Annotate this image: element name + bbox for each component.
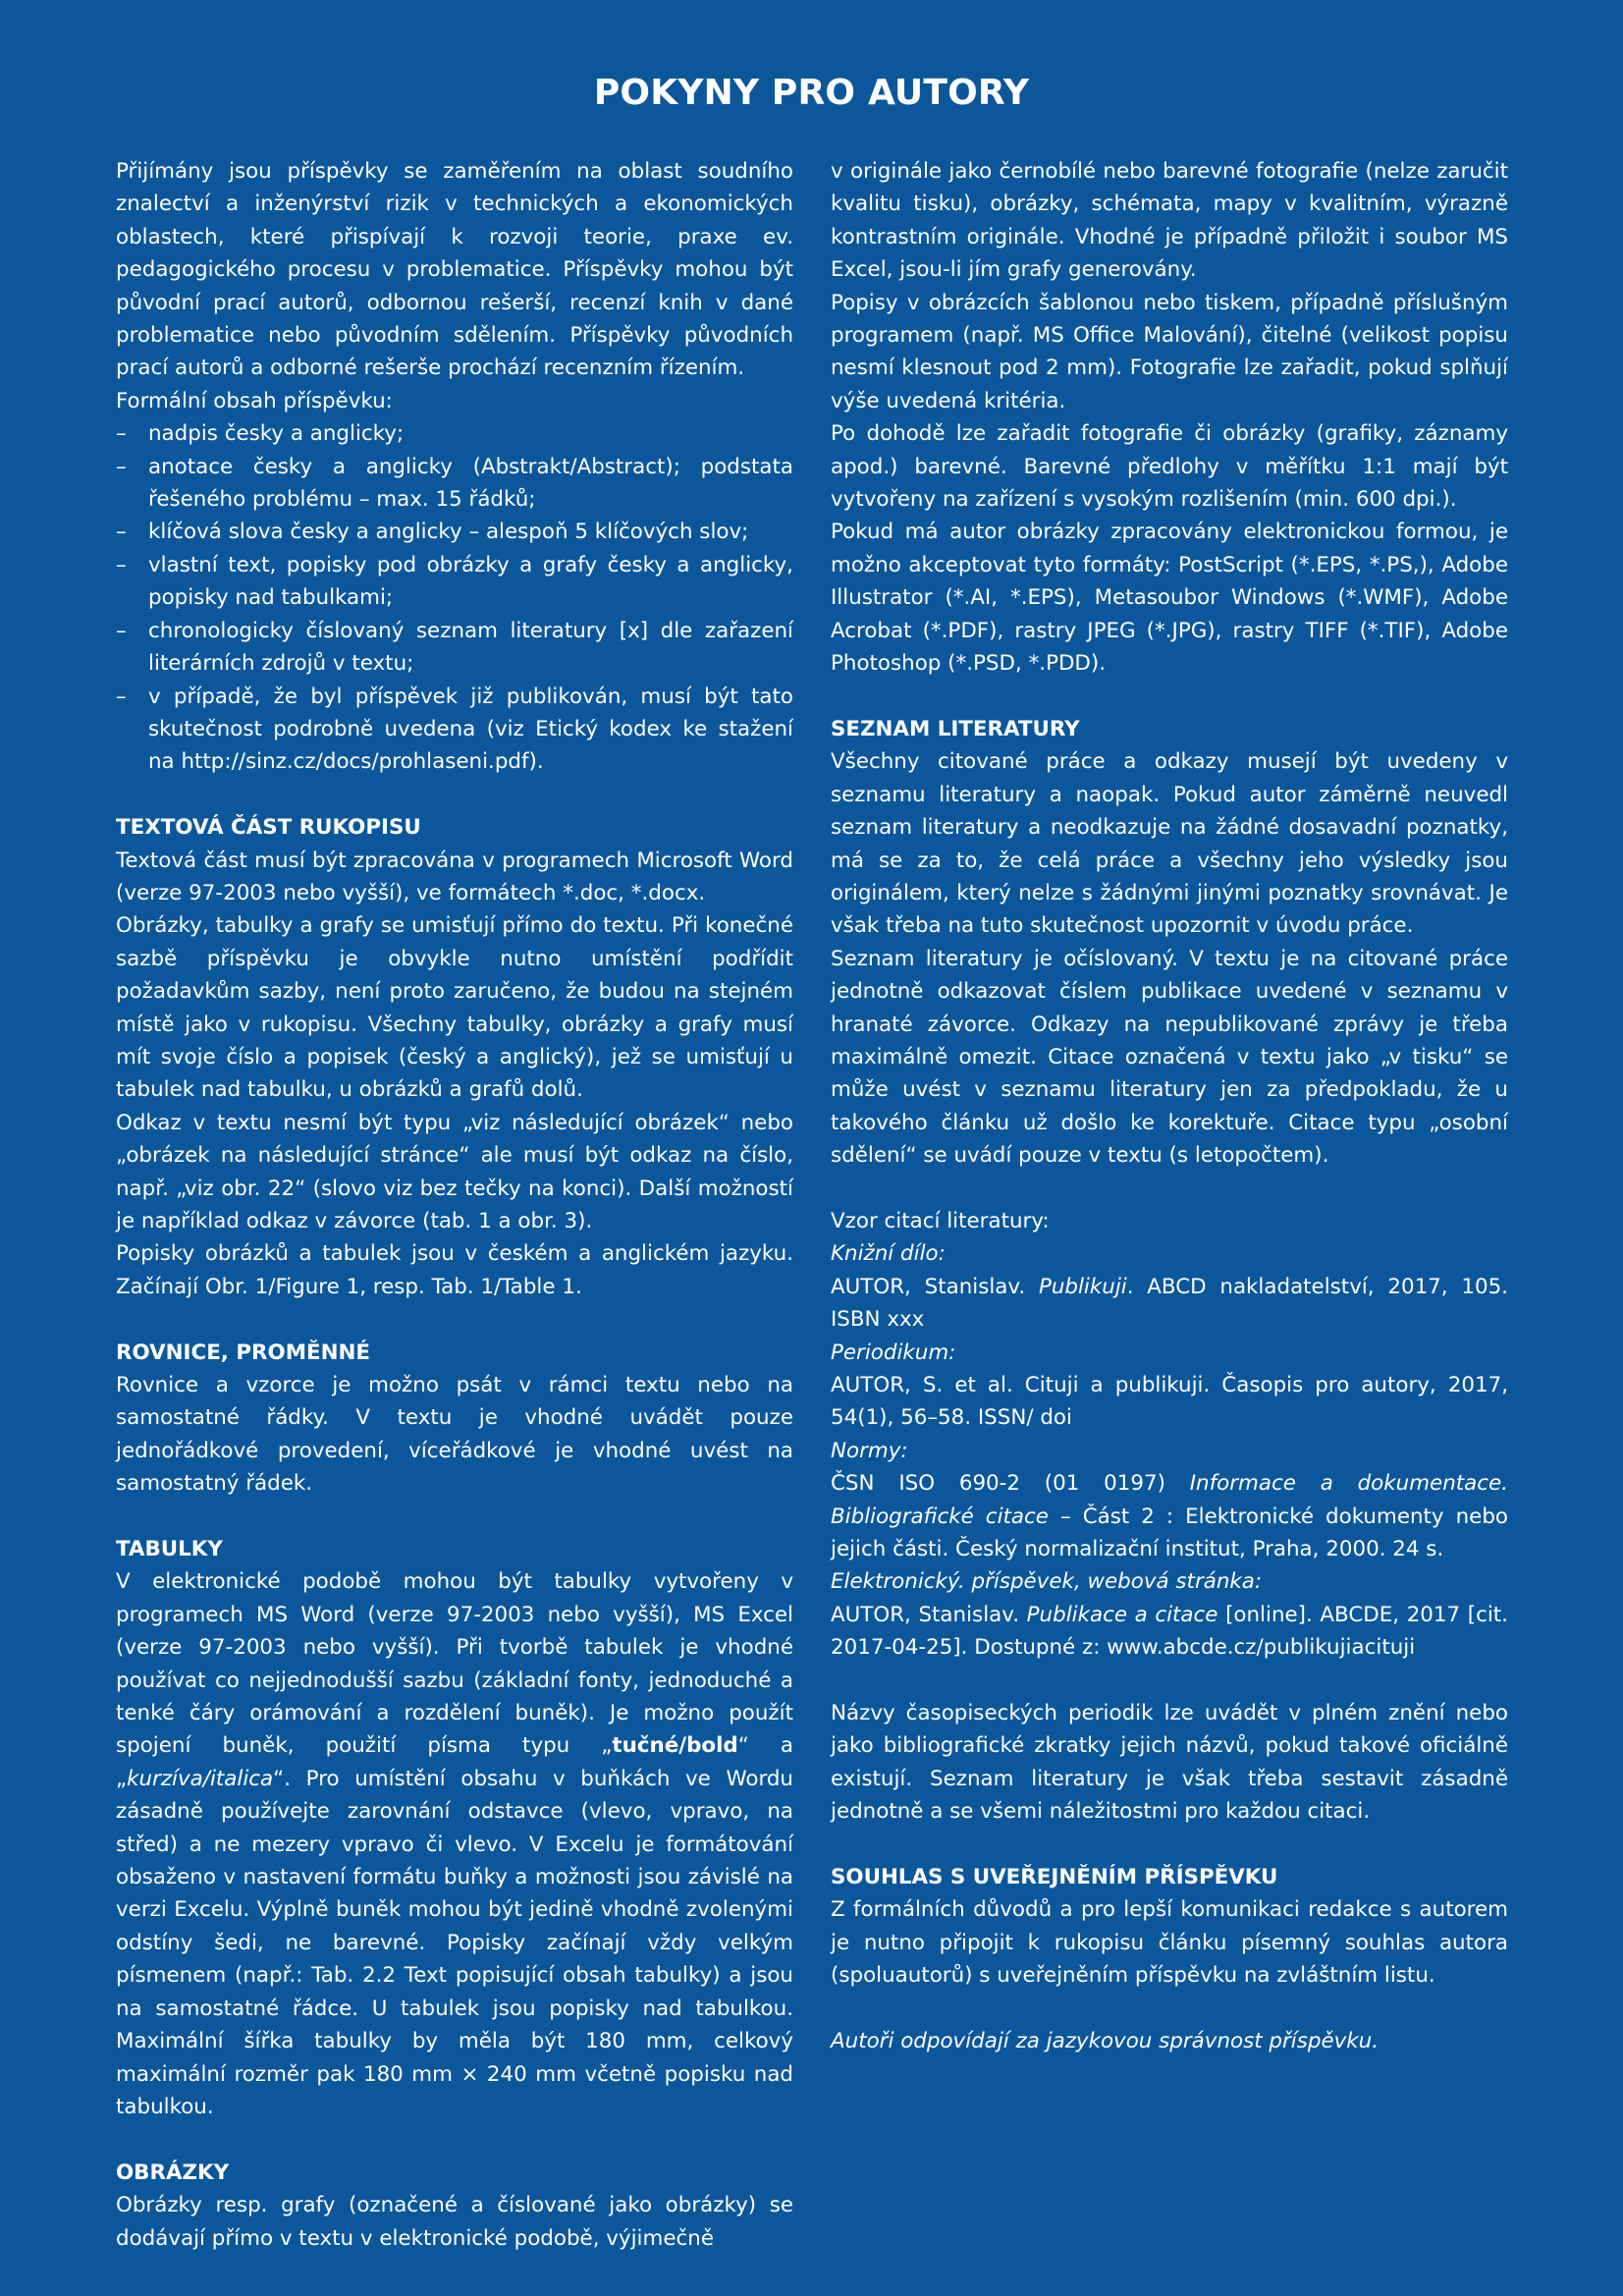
closing-note: Autoři odpovídají za jazykovou správnost příspěvku. [831,2029,1380,2054]
consent-paragraph: Z formálních důvodů a pro lepší komunikaci redakce s autorem je nutno připojit k rukopisu článku písemný souhlas autora (spoluautorů) s uveřejněním příspěvku na zvláštním listu. [831,1897,1508,1989]
text-paragraph: Textová část musí být zpracována v programech Microsoft Word (verze 97-2003 nebo vyšší), ve formátech *.doc, *.docx. [116,847,793,905]
list-item: – klíčová slova česky a anglicky – alespoň 5 klíčových slov; [116,516,793,548]
citation-example: AUTOR, S. et al. Cituji a publikuji. Časopis pro autory, 2017, 54(1), 56–58. ISSN/ doi [831,1373,1508,1431]
citation-type-label: Knižní dílo: [831,1241,946,1267]
bold-example: tučné/bold [612,1733,738,1759]
page-title: POKYNY PRO AUTORY [593,73,1030,113]
images-paragraph: Pokud má autor obrázky zpracovány elektronickou formou, je možno akceptovat tyto formáty: PostScript (*.EPS, *.PS,), Adobe Illustrator (*.AI, *.EPS), Metasoubor Windows (*.WMF), Adobe Acrobat (*.PDF), rastry JPEG (*.JPG), rastry TIFF (*.TIF), Adobe Photoshop (*.PSD, *.PDD). [831,519,1508,677]
citation-type-label: Elektronický. příspěvek, webová stránka: [831,1569,1263,1595]
text-paragraph: Popisky obrázků a tabulek jsou v českém a anglickém jazyku. Začínají Obr. 1/Figure 1, resp. Tab. 1/Table 1. [116,1241,793,1299]
formal-content-label: Formální obsah příspěvku: [116,388,393,413]
images-paragraph: Obrázky resp. grafy (označené a číslované jako obrázky) se dodávají přímo v textu v elektronické podobě, výjimečně [116,2193,793,2251]
formal-content-list [116,417,793,778]
citation-example: ČSN ISO 690-2 (01 0197) Informace a dokumentace. Bibliografické citace – Část 2 : Elektronické dokumenty nebo jejich části. Český normalizační institut, Praha, 2000. 24 s. [831,1471,1509,1562]
section-heading-images: OBRÁZKY [116,2159,230,2185]
citation-type-label: Normy: [831,1438,908,1463]
literature-paragraph: Seznam literatury je očíslovaný. V textu je na citované práce jednotně odkazovat číslem publikace uvedené v seznamu v hranaté závorce. Odkazy na nepublikované zprávy je třeba maximálně omezit. Citace označená v textu jako „v tisku“ se může uvést v seznamu literatury jen za předpokladu, že u takového článku už došlo ke korektuře. Citace typu „osobní sdělení“ se uvádí pouze v textu (s letopočtem). [831,946,1508,1169]
left-column [116,155,793,2255]
list-item: – vlastní text, popisky pod obrázky a grafy česky a anglicky, popisky nad tabulkami; [116,549,793,615]
citation-example: AUTOR, Stanislav. Publikace a citace [online]. ABCDE, 2017 [cit. 2017-04-25]. Dostupné z: www.abcde.cz/publikujiacituji [831,1602,1508,1661]
tables-paragraph: V elektronické podobě mohou být tabulky vytvořeny v programech MS Word (verze 97-2003 nebo vyšší), MS Excel (verze 97-2003 nebo vyšší). Při tvorbě tabulek je vhodné používat co nejjednodušší sazbu (základní fonty, jednoduché a tenké čáry orámování a rozdělení buněk). Je možno použít spojení buněk, použití písma typu „tučné/bold“ a „kurzíva/italica“. Pro umístění obsahu v buňkách ve Wordu zásadně používejte zarovnání odstavce (vlevo, vpravo, na střed) a ne mezery vpravo či vlevo. V Excelu je formátování obsaženo v nastavení formátu buňky a možnosti jsou závislé na verzi Excelu. Výplně buněk mohou být jedině vhodně zvolenými odstíny šedi, ne barevné. Popisky začínají vždy velkým písmenem (např.: Tab. 2.2 Text popisující obsah tabulky) a jsou na samostatné řádce. U tabulek jsou popisky nad tabulkou. Maximální šířka tabulky by měla být 180 mm, celkový maximální rozměr pak 180 mm × 240 mm včetně popisku nad tabulkou. [116,1569,793,2119]
right-column [831,155,1508,2057]
list-item: – v případě, že byl příspěvek již publikován, musí být tato skutečnost podrobně uvedena (viz Etický kodex ke stažení na http://sinz.cz/docs/prohlaseni.pdf). [116,681,793,779]
citation-example: AUTOR, Stanislav. Publikuji. ABCD nakladatelství, 2017, 105. ISBN xxx [831,1274,1508,1333]
italic-example: kurzíva/italica [127,1766,274,1791]
images-paragraph: Popisy v obrázcích šablonou nebo tiskem, případně příslušným programem (např. MS Office Malování), čitelné (velikost popisu nesmí klesnout pod 2 mm). Fotografie lze zařadit, pokud splňují výše uvedená kritéria. [831,290,1508,413]
equations-paragraph: Rovnice a vzorce je možno psát v rámci textu nebo na samostatné řádky. V textu je vhodné uvádět pouze jednořádkové provedení, víceřádkové je vhodné uvést na samostatný řádek. [116,1373,793,1497]
images-paragraph-continued: v originále jako černobílé nebo barevné fotografie (nelze zaručit kvalitu tisku), obrázky, schémata, mapy v kvalitním, výrazně kontrastním originále. Vhodné je případně přiložit i soubor MS Excel, jsou-li jím grafy generovány. [831,159,1508,283]
list-item: – anotace česky a anglicky (Abstrakt/Abstract); podstata řešeného problému – max. 15 řádků; [116,451,793,517]
intro-paragraph: Přijímány jsou příspěvky se zaměřením na oblast soudního znalectví a inženýrství rizik v technických a ekonomických oblastech, které přispívají k rozvoji teorie, praxe ev. pedagogického procesu v problematice. Příspěvky mohou být původní prací autorů, odbornou rešerší, recenzí knih v dané problematice nebo původním sdělením. Příspěvky původních prací autorů a odborné rešerše prochází recenzním řízením. [116,159,793,381]
citation-type-label: Periodikum: [831,1339,956,1365]
section-heading-literature: SEZNAM LITERATURY [831,716,1080,741]
section-heading-text: TEXTOVÁ ČÁST RUKOPISU [116,815,421,841]
section-heading-equations: ROVNICE, PROMĚNNÉ [116,1339,371,1365]
text-paragraph: Odkaz v textu nesmí být typu „viz následující obrázek“ nebo „obrázek na následující stránce“ ale musí být odkaz na číslo, např. „viz obr. 22“ (slovo viz bez tečky na konci). Další možností je například odkaz v závorce (tab. 1 a obr. 3). [116,1110,793,1233]
citation-samples-label: Vzor citací literatury: [831,1208,1050,1233]
list-item: – nadpis česky a anglicky; [116,417,793,450]
text-paragraph: Obrázky, tabulky a grafy se umisťují přímo do textu. Při konečné sazbě příspěvku je obvykle nutno umístění podřídit požadavkům sazby, není proto zaručeno, že budou na stejném místě jako v rukopisu. Všechny tabulky, obrázky a grafy musí mít svoje číslo a popisek (český a anglický), jež se umisťují u tabulek nad tabulku, u obrázků a grafů dolů. [116,913,793,1103]
journals-paragraph: Názvy časopiseckých periodik lze uvádět v plném znění nebo jako bibliografické zkratky jejich názvů, pokud takové oficiálně existují. Seznam literatury je však třeba sestavit zásadně jednotně a se všemi náležitostmi pro každou citaci. [831,1701,1508,1825]
list-item: – chronologicky číslovaný seznam literatury [x] dle zařazení literárních zdrojů v textu; [116,615,793,681]
section-heading-consent: SOUHLAS S UVEŘEJNĚNÍM PŘÍSPĚVKU [831,1865,1278,1890]
images-paragraph: Po dohodě lze zařadit fotografie či obrázky (grafiky, záznamy apod.) barevné. Barevné předlohy v měřítku 1:1 mají být vytvořeny na zařízení s vysokým rozlišením (min. 600 dpi.). [831,421,1508,513]
literature-paragraph: Všechny citované práce a odkazy musejí být uvedeny v seznamu literatury a naopak. Pokud autor záměrně neuvedl seznam literatury a neodkazuje na žádné dosavadní poznatky, má se za to, že celá práce a všechny jeho výsledky jsou originálem, který nelze s žádnými jinými poznatky srovnávat. Je však třeba na tuto skutečnost upozornit v úvodu práce. [831,749,1508,939]
section-heading-tables: TABULKY [116,1537,223,1562]
